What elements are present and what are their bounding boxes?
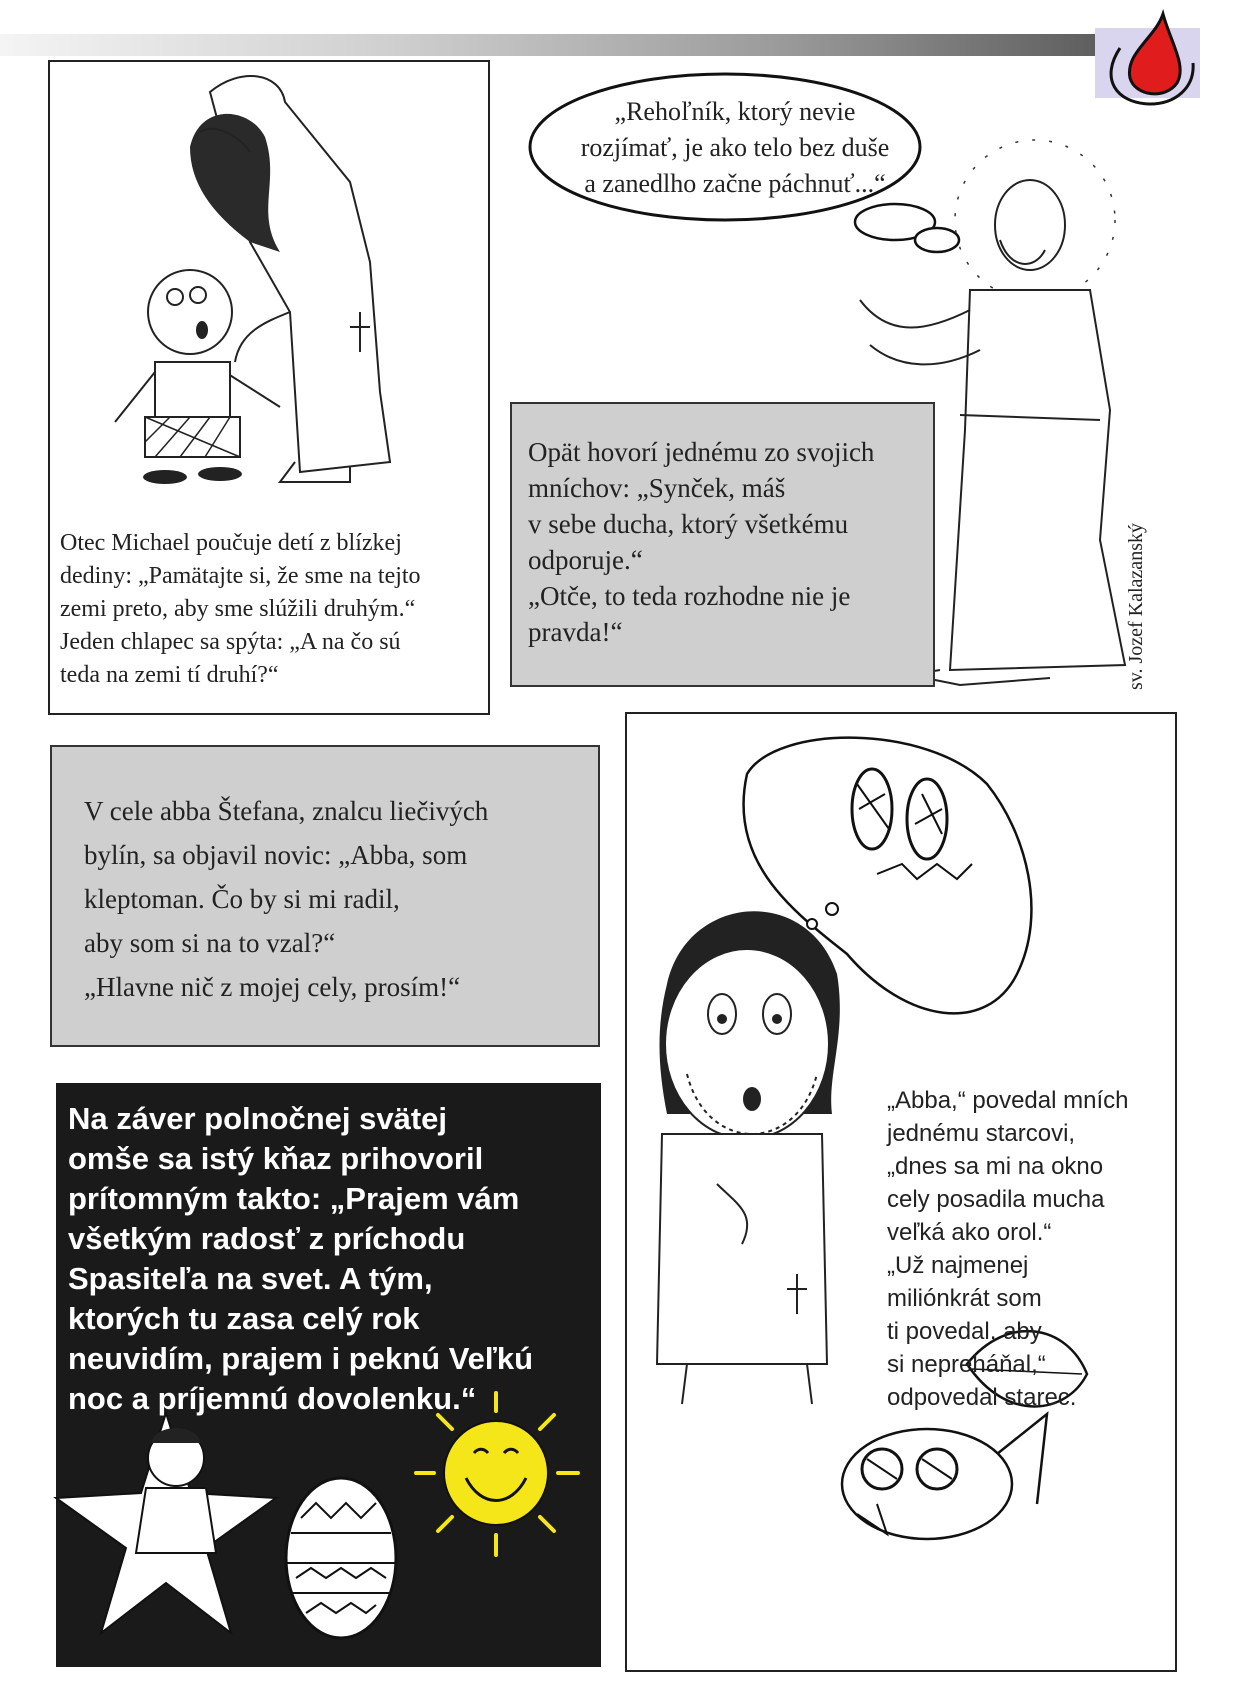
text-line: ktorých tu zasa celý rok bbox=[68, 1301, 420, 1336]
text-line: „dnes sa mi na okno bbox=[887, 1153, 1104, 1180]
panel-synchek bbox=[510, 402, 935, 687]
text-line: pravda!“ bbox=[528, 617, 623, 647]
text-line: cely posadila mucha bbox=[887, 1186, 1105, 1213]
text-line: odpovedal starec. bbox=[887, 1384, 1077, 1411]
panel-easter-joke bbox=[56, 1083, 601, 1667]
text-line: noc a príjemnú dovolenku.“ bbox=[68, 1381, 477, 1416]
michael-story-text bbox=[60, 527, 480, 692]
text-line: prítomným takto: „Prajem vám bbox=[68, 1181, 520, 1216]
text-line: rozjímať, je ako telo bez duše bbox=[580, 133, 890, 162]
kleptoman-story-text bbox=[84, 789, 584, 1009]
text-line: v sebe ducha, ktorý všetkému bbox=[528, 509, 849, 539]
text-line: „Už najmenej bbox=[887, 1252, 1029, 1279]
text-line: „Abba,“ povedal mních bbox=[887, 1087, 1129, 1114]
text-line: V cele abba Štefana, znalcu liečivých bbox=[84, 796, 489, 826]
angel-on-star-icon bbox=[56, 1403, 286, 1663]
text-line: neuvidím, prajem i peknú Veľkú bbox=[68, 1341, 534, 1376]
red-flame-drop-logo bbox=[1095, 8, 1215, 118]
fly-story-text bbox=[887, 1084, 1177, 1414]
text-line: dediny: „Pamätajte si, že sme na tejto bbox=[60, 563, 421, 589]
text-line: mníchov: „Synček, máš bbox=[528, 473, 786, 503]
text-line: zemi preto, aby sme slúžili druhým.“ bbox=[60, 596, 416, 622]
text-line: Jeden chlapec sa spýta: „A na čo sú bbox=[60, 629, 401, 655]
text-line: jednému starcovi, bbox=[887, 1120, 1076, 1147]
synchek-story-text bbox=[528, 434, 923, 650]
panel-fly bbox=[625, 712, 1177, 1672]
text-line: aby som si na to vzal?“ bbox=[84, 928, 336, 958]
text-line: „Hlavne nič z mojej cely, prosím!“ bbox=[84, 972, 461, 1002]
saint-caption: sv. Jozef Kalazanský bbox=[1125, 523, 1147, 690]
text-line: teda na zemi tí druhí?“ bbox=[60, 662, 279, 688]
panel-kleptoman bbox=[50, 745, 600, 1047]
text-line: miliónkrát som bbox=[887, 1285, 1042, 1312]
easter-joke-text bbox=[68, 1099, 593, 1419]
text-line: veľká ako orol.“ bbox=[887, 1219, 1052, 1246]
smiling-sun-icon bbox=[396, 1383, 596, 1573]
text-line: odporuje.“ bbox=[528, 545, 643, 575]
text-line: Na záver polnočnej svätej bbox=[68, 1101, 448, 1136]
text-line: ti povedal, aby bbox=[887, 1318, 1042, 1345]
text-line: kleptoman. Čo by si mi radil, bbox=[84, 884, 400, 914]
text-line: „Otče, to teda rozhodne nie je bbox=[528, 581, 851, 611]
text-line: bylín, sa objavil novic: „Abba, som bbox=[84, 840, 468, 870]
text-line: všetkým radosť z príchodu bbox=[68, 1221, 466, 1256]
text-line: si nepreháňal,“ bbox=[887, 1351, 1046, 1378]
header-gradient-bar bbox=[0, 34, 1120, 56]
text-line: omše sa istý kňaz prihovoril bbox=[68, 1141, 484, 1176]
text-line: Spasiteľa na svet. A tým, bbox=[68, 1261, 433, 1296]
text-line: a zanedlho začne páchnuť...“ bbox=[584, 169, 886, 198]
text-line: „Rehoľník, ktorý nevie bbox=[614, 97, 856, 126]
panel-michael bbox=[48, 60, 490, 715]
monk-and-child-drawing bbox=[50, 62, 490, 522]
text-line: Otec Michael poučuje detí z blízkej bbox=[60, 530, 402, 556]
text-line: Opät hovorí jednému zo svojich bbox=[528, 437, 875, 467]
easter-egg-icon bbox=[281, 1473, 401, 1643]
